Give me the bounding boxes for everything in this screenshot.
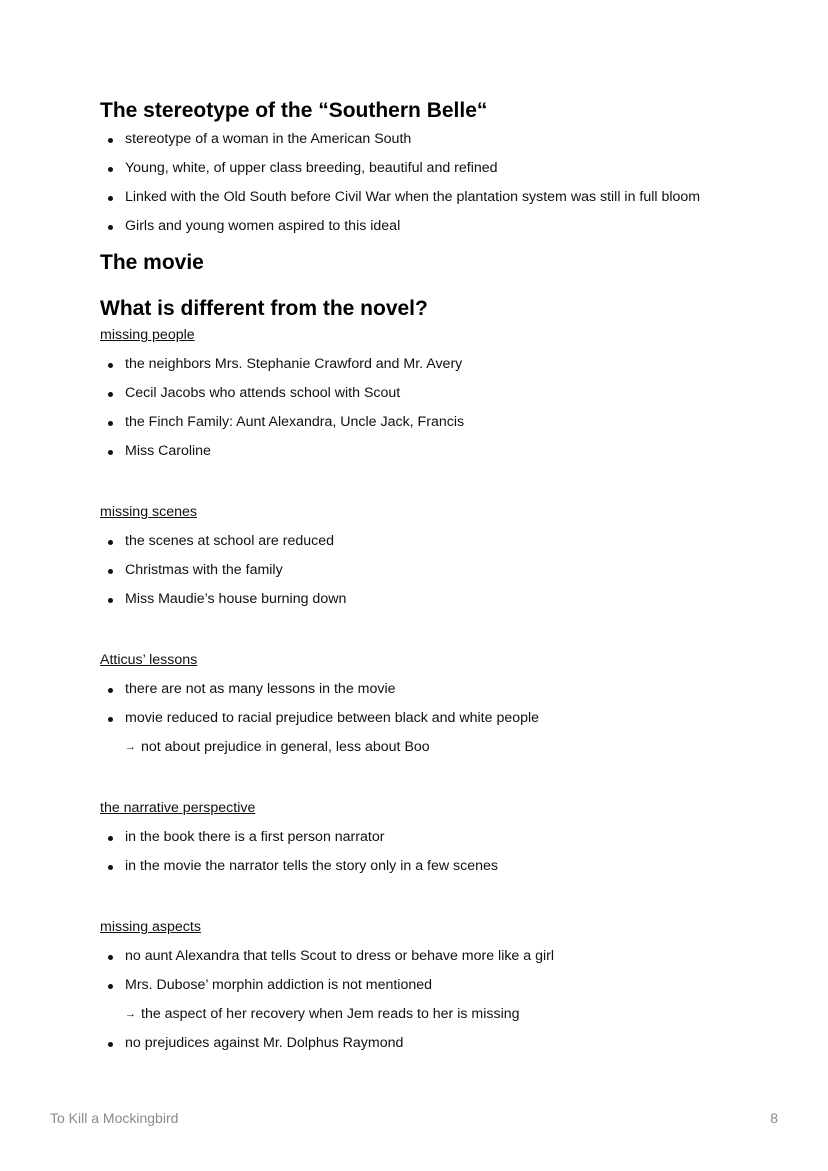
subheading-missing-people: missing people xyxy=(100,327,195,343)
list-item: no aunt Alexandra that tells Scout to dress or behave more like a girl xyxy=(100,948,780,965)
bullet-icon xyxy=(108,450,113,455)
bullet-icon xyxy=(108,167,113,172)
missing-people-list xyxy=(100,356,780,460)
arrow-note: → the aspect of her recovery when Jem reads to her is missing xyxy=(125,1006,520,1022)
list-item: no prejudices against Mr. Dolphus Raymond xyxy=(100,1035,780,1052)
list-item: movie reduced to racial prejudice between black and white people xyxy=(100,710,780,727)
bullet-icon xyxy=(108,688,113,693)
missing-scenes-list xyxy=(100,533,780,608)
list-item: the scenes at school are reduced xyxy=(100,533,780,550)
bullet-icon xyxy=(108,717,113,722)
bullet-icon xyxy=(108,598,113,603)
list-item: Cecil Jacobs who attends school with Scout xyxy=(100,385,780,402)
footer-title: To Kill a Mockingbird xyxy=(50,1110,179,1126)
arrow-note: → not about prejudice in general, less about Boo xyxy=(125,739,430,755)
subheading-narrative-perspective: the narrative perspective xyxy=(100,800,256,816)
bullet-icon xyxy=(108,569,113,574)
document-page xyxy=(100,97,780,1064)
heading-differences: What is different from the novel? xyxy=(100,297,428,320)
list-item: in the book there is a first person narrator xyxy=(100,829,780,846)
list-item: Mrs. Dubose’ morphin addiction is not mentioned xyxy=(100,977,780,994)
heading-southern-belle: The stereotype of the “Southern Belle“ xyxy=(100,99,488,122)
spacer xyxy=(100,620,780,652)
bullet-icon xyxy=(108,392,113,397)
bullet-icon xyxy=(108,540,113,545)
list-item: Linked with the Old South before Civil War when the plantation system was still in full bloom xyxy=(100,189,780,206)
missing-aspects-list xyxy=(100,948,780,1052)
list-item: the neighbors Mrs. Stephanie Crawford and Mr. Avery xyxy=(100,356,780,373)
list-item: Christmas with the family xyxy=(100,562,780,579)
bullet-icon xyxy=(108,421,113,426)
list-item: the Finch Family: Aunt Alexandra, Uncle Jack, Francis xyxy=(100,414,780,431)
bullet-icon xyxy=(108,984,113,989)
heading-the-movie: The movie xyxy=(100,251,204,274)
spacer xyxy=(100,887,780,919)
arrow-right-icon: → xyxy=(125,1008,136,1020)
bullet-icon xyxy=(108,865,113,870)
subheading-missing-aspects: missing aspects xyxy=(100,919,201,935)
bullet-icon xyxy=(108,363,113,368)
list-item: Young, white, of upper class breeding, beautiful and refined xyxy=(100,160,780,177)
bullet-icon xyxy=(108,138,113,143)
list-item: Miss Maudie’s house burning down xyxy=(100,591,780,608)
arrow-right-icon: → xyxy=(125,741,136,753)
list-item: stereotype of a woman in the American South xyxy=(100,131,780,148)
bullet-icon xyxy=(108,1042,113,1047)
spacer xyxy=(100,472,780,504)
subheading-missing-scenes: missing scenes xyxy=(100,504,197,520)
narrative-list xyxy=(100,829,780,875)
southern-belle-list xyxy=(100,131,780,235)
atticus-lessons-list xyxy=(100,681,780,756)
bullet-icon xyxy=(108,955,113,960)
bullet-icon xyxy=(108,836,113,841)
spacer xyxy=(100,768,780,800)
list-item: there are not as many lessons in the movie xyxy=(100,681,780,698)
list-item: Girls and young women aspired to this ideal xyxy=(100,218,780,235)
bullet-icon xyxy=(108,196,113,201)
subheading-atticus-lessons: Atticus’ lessons xyxy=(100,652,198,668)
bullet-icon xyxy=(108,225,113,230)
list-item: in the movie the narrator tells the story only in a few scenes xyxy=(100,858,780,875)
footer-page-number: 8 xyxy=(770,1110,778,1126)
list-item: Miss Caroline xyxy=(100,443,780,460)
